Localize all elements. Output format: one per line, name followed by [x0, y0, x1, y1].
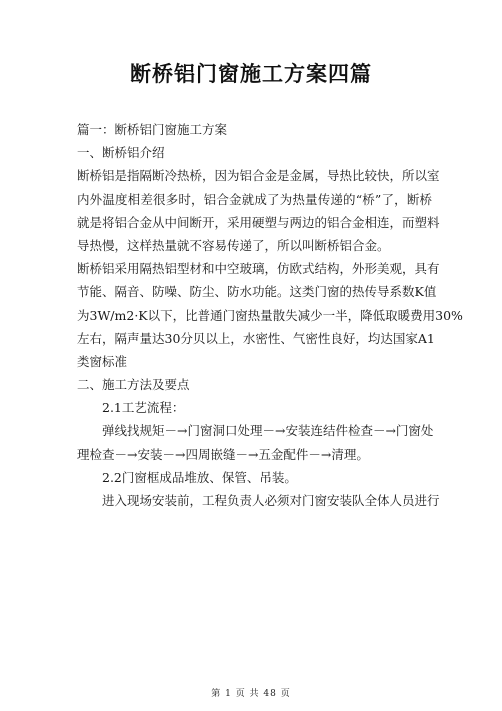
paragraph-line: 类窗标准 — [77, 353, 128, 369]
page-footer: 第 1 页 共 48 页 — [211, 689, 291, 699]
paragraph-line: 内外温度相差很多时，铝合金就成了为热量传递的“桥”了，断桥 — [77, 191, 432, 207]
paragraph-line: 断桥铝采用隔热铝型材和中空玻璃，仿欧式结构，外形美观，具有 — [77, 261, 440, 277]
paragraph-line: 理检查－→安装－→四周嵌缝－→五金配件－→清理。 — [77, 446, 369, 462]
document-title: 断桥铝门窗施工方案四篇 — [130, 62, 372, 86]
numbered-heading: 2.2门窗框成品堆放、保管、吊装。 — [102, 469, 297, 485]
subsection-heading: 二、施工方法及要点 — [77, 377, 190, 393]
numbered-heading: 2.1工艺流程： — [102, 400, 185, 416]
paragraph-line: 进入现场安装前，工程负责人必须对门窗安装队全体人员进行 — [102, 493, 440, 508]
paragraph-line: 就是将铝合金从中间断开，采用硬塑与两边的铝合金相连，而塑料 — [77, 214, 440, 230]
paragraph-line: 左右，隔声量达30分贝以上，水密性、气密性良好，均达国家A1 — [77, 330, 435, 346]
paragraph-line: 为3W/m2·K以下，比普通门窗热量散失减少一半，降低取暖费用30% — [77, 307, 463, 323]
paragraph-line: 断桥铝是指隔断冷热桥，因为铝合金是金属，导热比较快，所以室 — [77, 168, 440, 184]
paragraph-line: 导热慢，这样热量就不容易传递了，所以叫断桥铝合金。 — [77, 237, 390, 253]
paragraph-line: 弹线找规矩－→门窗洞口处理－→安装连结件检查－→门窗处 — [102, 423, 434, 439]
document-body — [77, 118, 463, 512]
section-heading: 篇一：断桥铝门窗施工方案 — [77, 122, 228, 137]
paragraph-line: 节能、隔音、防噪、防尘、防水功能。这类门窗的热传导系数K值 — [77, 284, 437, 300]
subsection-heading: 一、断桥铝介绍 — [77, 145, 165, 161]
